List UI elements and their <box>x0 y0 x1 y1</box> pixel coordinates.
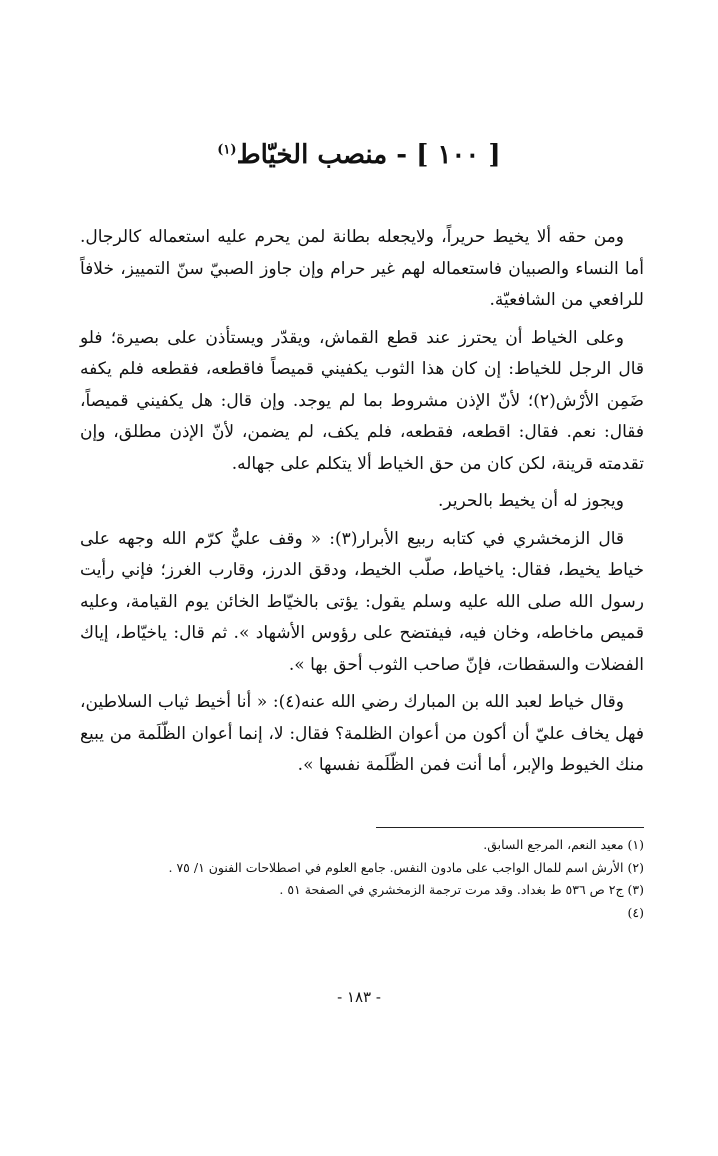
paragraph-4: قال الزمخشري في كتابه ربيع الأبرار(٣): « وقف عليٌّ كرّم الله وجهه على خياط يخيط، فقال: ياخياط، صلّب الخيط، ودقق الدرز، وقارب الغرز؛ فإني رأيت رسول الله صلى الله عليه وسلم يقول: يؤتى بالخيّاط الخائن يوم القيامة، وعليه قميص ماخاطه، وخان فيه، فيفتضح على رؤوس الأشهاد ». ثم قال: ياخيّاط، إياك الفضلات والسقطات، فإنّ صاحب الثوب أحق بها ». <box>80 528 644 675</box>
title-footnote-ref: (١) <box>217 142 237 158</box>
paragraph-2: وعلى الخياط أن يحترز عند قطع القماش، ويقدّر ويستأذن على بصيرة؛ فلو قال الرجل للخياط: إن كان هذا الثوب يكفيني قميصاً فاقطعه، فقطعه فلم يكفه ضَمِن الأرْش(٢)؛ لأنّ الإذن مشروط بما لم يوجد. وإن قال: هل يكفيني قميصاً، فقال: نعم. فقال: اقطعه، فقطعه، فلم يكف، لم يضمن، لأنّ الإذن مطلق، وإن تقدمته قرينة، لكن كان من حق الخياط ألا يتكلم على جهاله. <box>80 327 644 474</box>
paragraph-5: وقال خياط لعبد الله بن المبارك رضي الله عنه(٤): « أنا أخيط ثياب السلاطين، فهل يخاف عليّ أن أكون من أعوان الظلمة؟ فقال: لا، إنما أعوان الظّلَمة من يبيع منك الخيوط والإبر، أما أنت فمن الظّلَمة نفسها ». <box>80 692 644 775</box>
footnote-4: (٤) <box>627 904 644 920</box>
footnote-2: (٢) الأرش اسم للمال الواجب على مادون النفس. جامع العلوم في اصطلاحات الفنون ١/ ٧٥ . <box>168 859 644 875</box>
paragraph-3: ويجوز له أن يخيط بالحرير. <box>438 491 624 511</box>
footnote-3: (٣) ج٢ ص ٥٣٦ ط بغداد. وقد مرت ترجمة الزمخشري في الصفحة ٥١ . <box>279 882 644 897</box>
body-text <box>80 222 644 788</box>
page-number: - ١٨٣ - <box>337 988 381 1006</box>
footnote-divider <box>376 827 644 828</box>
footnote-1: (١) معيد النعم، المرجع السابق. <box>483 837 644 852</box>
footnotes <box>80 834 644 924</box>
paragraph-1: ومن حقه ألا يخيط حريراً، ولايجعله بطانة لمن يحرم عليه استعماله كالرجال. أما النساء والصبيان فاستعماله لهم غير حرام وإن جاوز الصبيّ سنّ التمييز، خلافاً للرافعي من الشافعيّة. <box>80 227 644 310</box>
section-title <box>80 140 638 170</box>
section-title-text: [ ١٠٠ ] - منصب الخيّاط <box>236 140 501 170</box>
